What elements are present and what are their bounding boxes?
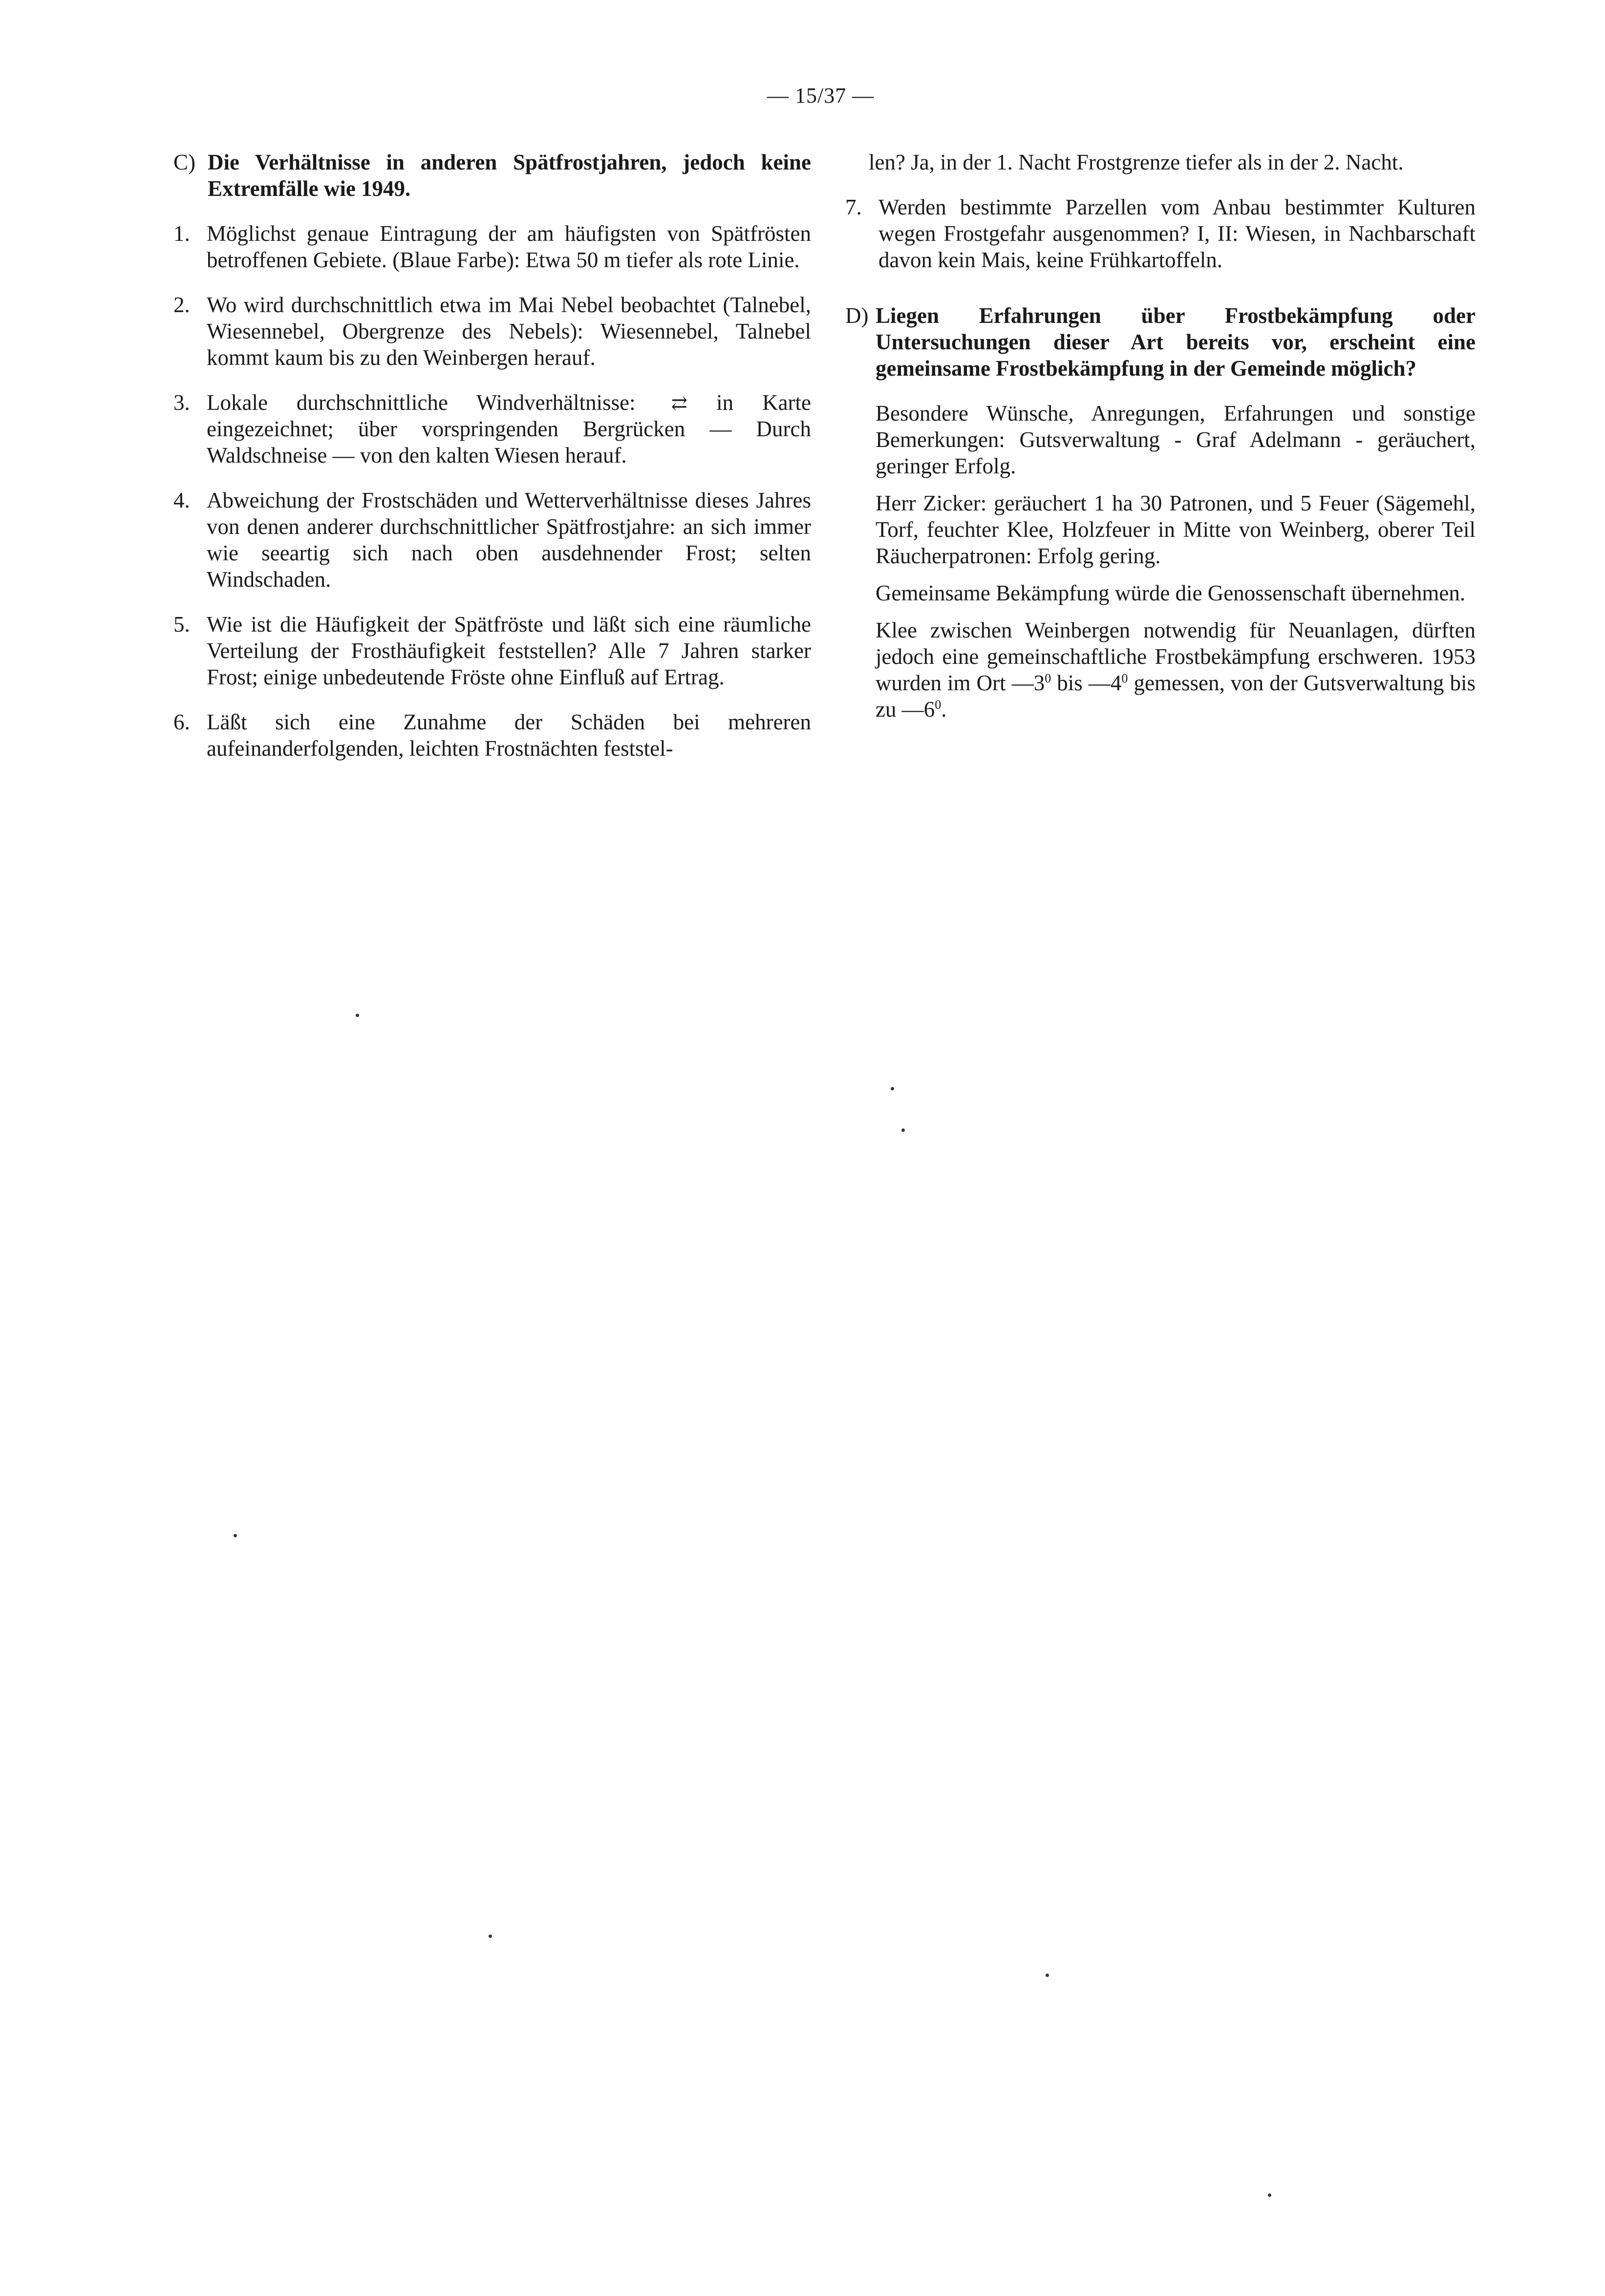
item-6-continuation: len? Ja, in der 1. Nacht Frostgrenze tiefer als in der 2. Nacht. bbox=[869, 150, 1404, 174]
list-item bbox=[173, 611, 811, 690]
item-number: 6. bbox=[173, 710, 190, 734]
item-text: Abweichung der Frostschäden und Wetterverhältnisse dieses Jahres von denen anderer durchschnittlicher Spätfrostjahre: an sich immer wie seeartig sich nach oben ausdehnender Frost; selten Windschaden. bbox=[207, 488, 811, 592]
wind-arrows-icon: ⇄ bbox=[671, 392, 688, 414]
section-d-paragraph: Besondere Wünsche, Anregungen, Erfahrungen und sonstige Bemerkungen: Gutsverwaltung - Graf Adelmann - geräuchert, geringer Erfolg. bbox=[876, 401, 1476, 478]
para-text: Klee zwischen Weinbergen notwendig für Neuanlagen, dürften jedoch eine gemeinschaftliche Frostbekämpfung erschweren. 1953 wurden im Ort —3 bbox=[876, 618, 1476, 695]
degree-sup: 0 bbox=[1121, 671, 1128, 685]
item-number: 7. bbox=[845, 195, 862, 219]
scan-speck bbox=[891, 1087, 894, 1090]
scan-speck bbox=[489, 1935, 492, 1938]
scan-speck bbox=[356, 1014, 359, 1017]
right-column bbox=[845, 149, 1476, 733]
section-d-paragraph: Gemeinsame Bekämpfung würde die Genossenschaft übernehmen. bbox=[876, 581, 1466, 605]
scan-speck bbox=[1046, 1974, 1049, 1977]
scan-speck bbox=[901, 1128, 905, 1132]
section-d-heading bbox=[845, 302, 1476, 382]
scan-speck bbox=[1268, 2193, 1271, 2197]
left-column bbox=[173, 149, 811, 780]
para-text: gemessen, von der Gutsverwaltung bis zu —6 bbox=[876, 671, 1476, 722]
section-c-title: Die Verhältnisse in anderen Spätfrostjahren, jedoch keine Extremfälle wie 1949. bbox=[208, 150, 811, 201]
degree-sup: 0 bbox=[935, 698, 942, 712]
para-text: . bbox=[941, 697, 947, 722]
list-item bbox=[173, 292, 811, 371]
list-item bbox=[173, 389, 811, 468]
item-text-after: in Karte eingezeichnet; über vorspringenden Bergrücken — Durch Waldschneise — von den kalten Wiesen herauf. bbox=[207, 390, 812, 468]
list-item bbox=[845, 194, 1476, 273]
list-item bbox=[173, 487, 811, 593]
item-number: 5. bbox=[173, 612, 190, 637]
item-number: 2. bbox=[173, 293, 190, 317]
item-text: Möglichst genaue Eintragung der am häufigsten von Spätfrösten betroffenen Gebiete. (Blaue Farbe): Etwa 50 m tiefer als rote Linie. bbox=[207, 221, 811, 272]
item-text-before: Lokale durchschnittliche Windverhältnisse: bbox=[207, 390, 636, 415]
page-number: — 15/37 — bbox=[767, 84, 875, 107]
item-number: 3. bbox=[173, 390, 190, 415]
scan-speck bbox=[234, 1534, 237, 1537]
section-d-paragraph: Herr Zicker: geräuchert 1 ha 30 Patronen, und 5 Feuer (Sägemehl, Torf, feuchter Klee, Holzfeuer in Mitte von Weinberg, oberer Teil Räucherpatronen: Erfolg gering. bbox=[876, 491, 1476, 568]
list-item bbox=[173, 709, 811, 762]
para-text: bis —4 bbox=[1051, 671, 1122, 695]
item-text bbox=[207, 389, 811, 468]
item-text: Läßt sich eine Zunahme der Schäden bei mehreren aufeinanderfolgenden, leichten Frostnächten feststel- bbox=[207, 710, 811, 761]
item-number: 1. bbox=[173, 221, 190, 246]
section-d-letter: D) bbox=[845, 303, 869, 328]
section-c-letter: C) bbox=[173, 150, 195, 174]
section-d-paragraph bbox=[876, 617, 1476, 723]
degree-sup: 0 bbox=[1045, 671, 1051, 685]
item-number: 4. bbox=[173, 488, 190, 512]
section-d-title: Liegen Erfahrungen über Frostbekämpfung oder Untersuchungen dieser Art bereits vor, erscheint eine gemeinsame Frostbekämpfung in der Gemeinde möglich? bbox=[876, 303, 1476, 381]
list-item bbox=[173, 220, 811, 273]
item-text: Werden bestimmte Parzellen vom Anbau bestimmter Kulturen wegen Frostgefahr ausgenommen? I, II: Wiesen, in Nachbarschaft davon kein Mais, keine Frühkartoffeln. bbox=[878, 195, 1476, 272]
item-text: Wie ist die Häufigkeit der Spätfröste und läßt sich eine räumliche Verteilung der Frosthäufigkeit feststellen? Alle 7 Jahren starker Frost; einige unbedeutende Fröste ohne Einfluß auf Ertrag. bbox=[207, 612, 811, 689]
section-c-heading bbox=[173, 149, 811, 202]
item-text: Wo wird durchschnittlich etwa im Mai Nebel beobachtet (Talnebel, Wiesennebel, Obergrenze des Nebels): Wiesennebel, Talnebel kommt kaum bis zu den Weinbergen herauf. bbox=[207, 293, 811, 370]
